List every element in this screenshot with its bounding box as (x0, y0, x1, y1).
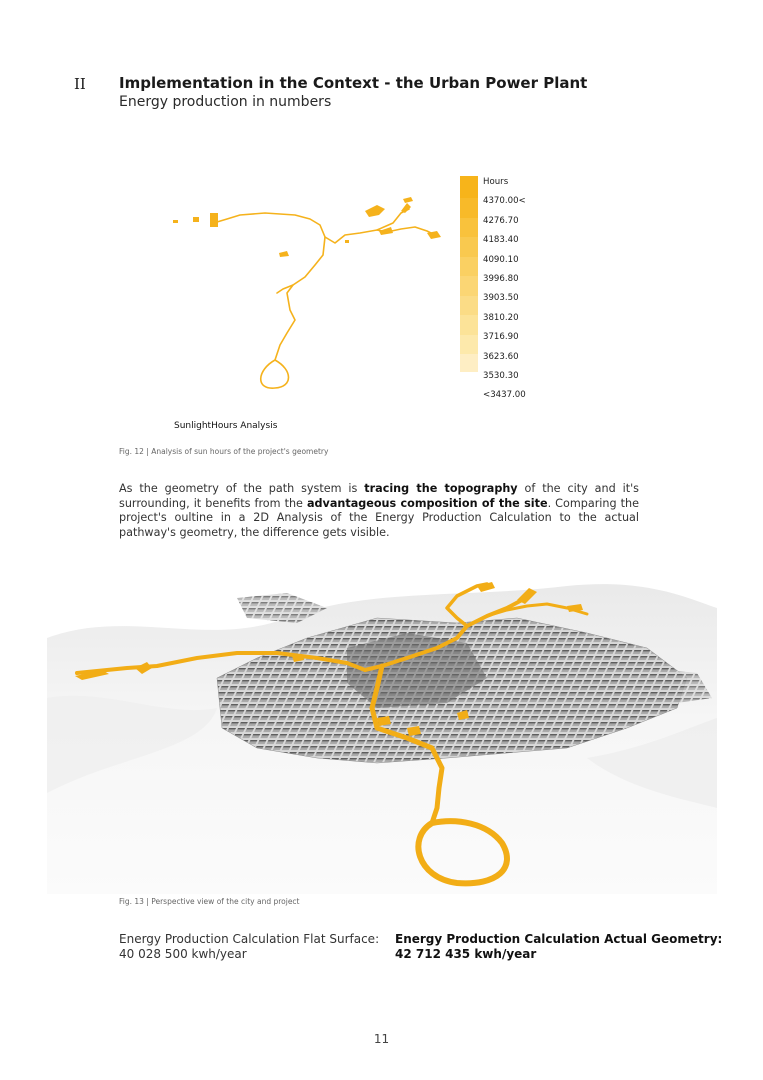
legend-label: <3437.00 (483, 390, 526, 400)
perspective-render (47, 578, 717, 894)
figure-12-caption: Fig. 12 | Analysis of sun hours of the project's geometry (119, 447, 329, 456)
legend-label: 3810.20 (483, 313, 519, 323)
page-number: 11 (373, 1032, 390, 1046)
paragraph-text: . Comparing the project's oultine in a 2D Analysis of the Energy Production Calculation to the actual pathway's geometry, the difference gets visible. (119, 496, 639, 539)
flat-surface-value: 40 028 500 kwh/year (119, 947, 247, 961)
legend-label: 3716.90 (483, 332, 519, 342)
paragraph-emphasis: tracing the topography (364, 482, 518, 495)
actual-geometry-value: 42 712 435 kwh/year (395, 947, 537, 961)
chapter-subtitle: Energy production in numbers (119, 94, 332, 110)
actual-geometry-label: Energy Production Calculation Actual Geometry: (395, 932, 723, 946)
legend-swatch (460, 354, 478, 372)
analysis-label: SunlightHours Analysis (174, 421, 278, 431)
legend-swatch (460, 315, 478, 335)
legend-label: 3623.60 (483, 352, 519, 362)
legend-swatch (460, 335, 478, 355)
legend-swatch (460, 237, 478, 257)
legend-label: 4370.00< (483, 196, 526, 206)
legend-label: 4090.10 (483, 255, 519, 265)
figure-13-caption: Fig. 13 | Perspective view of the city and project (119, 897, 300, 906)
legend-label: 3530.30 (483, 371, 519, 381)
legend-swatch (460, 257, 478, 277)
legend-title: Hours (483, 177, 509, 187)
chapter-number: II (74, 75, 86, 93)
paragraph-text: of the city and it's surrounding, it benefits from the (119, 482, 640, 510)
legend (460, 176, 550, 400)
legend-label: 3996.80 (483, 274, 519, 284)
sunlight-map (165, 185, 455, 395)
body-paragraph (119, 482, 639, 540)
legend-label: 4276.70 (483, 216, 519, 226)
legend-swatches (460, 176, 478, 372)
legend-label: 4183.40 (483, 235, 519, 245)
paragraph-text: As the geometry of the path system is (119, 482, 365, 495)
legend-swatch (460, 198, 478, 218)
legend-swatch (460, 176, 478, 198)
legend-swatch (460, 276, 478, 296)
flat-surface-label: Energy Production Calculation Flat Surface: (119, 932, 380, 946)
legend-swatch (460, 218, 478, 238)
chapter-title: Implementation in the Context - the Urban Power Plant (119, 74, 588, 92)
legend-label: 3903.50 (483, 293, 519, 303)
legend-swatch (460, 296, 478, 316)
paragraph-emphasis: advantageous composition of the site (307, 496, 548, 510)
